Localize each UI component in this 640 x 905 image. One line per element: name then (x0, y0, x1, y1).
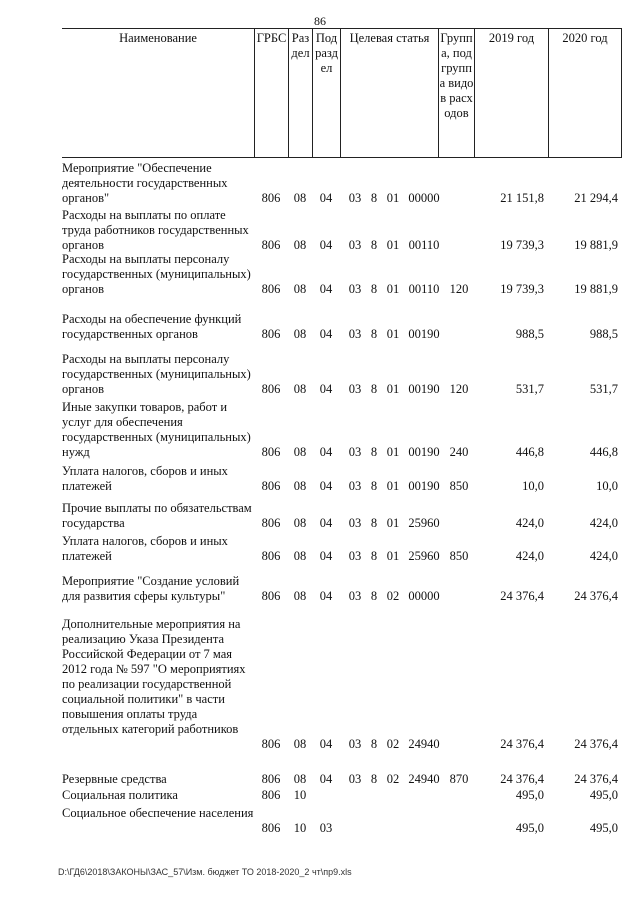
cell-y2019: 424,0 (515, 549, 544, 563)
cell-t4: 00190 (408, 445, 440, 459)
cell-t3: 02 (386, 772, 400, 786)
table-row (62, 534, 622, 564)
header-gruppa: Группа, подгруппа видов расходов (438, 29, 474, 157)
cell-vr: 870 (449, 772, 469, 786)
cell-grbs: 806 (261, 516, 281, 530)
cell-t2: 8 (370, 516, 378, 530)
cell-y2019: 988,5 (515, 327, 544, 341)
cell-y2019: 24 376,4 (500, 589, 544, 603)
cell-y2019: 531,7 (515, 382, 544, 396)
cell-grbs: 806 (261, 445, 281, 459)
cell-t1: 03 (348, 445, 362, 459)
cell-grbs: 806 (261, 479, 281, 493)
cell-t4: 00190 (408, 479, 440, 493)
header-grbs: ГРБС (254, 29, 288, 157)
row-name: Резервные средства (62, 772, 167, 786)
row-name: Расходы на выплаты персоналу государственных (муниципальных) органов (62, 252, 251, 296)
cell-t3: 01 (386, 479, 400, 493)
table-row (62, 617, 622, 752)
cell-t1: 03 (348, 238, 362, 252)
cell-t1: 03 (348, 772, 362, 786)
header-tselevaya: Целевая статья (340, 29, 438, 157)
cell-rz: 08 (293, 516, 307, 530)
cell-y2019: 495,0 (515, 821, 544, 835)
cell-rz: 08 (293, 589, 307, 603)
row-name: Иные закупки товаров, работ и услуг для обеспечения государственных (муниципальных) нужд (62, 400, 251, 459)
cell-t3: 01 (386, 282, 400, 296)
cell-y2020: 495,0 (589, 821, 618, 835)
cell-t2: 8 (370, 549, 378, 563)
cell-t1: 03 (348, 191, 362, 205)
cell-t2: 8 (370, 479, 378, 493)
row-name: Социальная политика (62, 788, 178, 802)
cell-vr: 120 (449, 282, 469, 296)
cell-vr: 240 (449, 445, 469, 459)
cell-t4: 00110 (408, 238, 440, 252)
cell-t3: 01 (386, 445, 400, 459)
cell-t1: 03 (348, 327, 362, 341)
cell-t2: 8 (370, 382, 378, 396)
cell-rz: 08 (293, 191, 307, 205)
header-podrazdel: Подраздел (312, 29, 340, 157)
cell-y2020: 531,7 (589, 382, 618, 396)
row-name: Уплата налогов, сборов и иных платежей (62, 534, 228, 563)
cell-grbs: 806 (261, 327, 281, 341)
cell-y2020: 495,0 (589, 788, 618, 802)
cell-rz: 08 (293, 737, 307, 751)
cell-y2020: 19 881,9 (574, 282, 618, 296)
cell-y2020: 24 376,4 (574, 737, 618, 751)
row-name: Мероприятие "Обеспечение деятельности государственных органов" (62, 161, 228, 205)
table-row (62, 501, 622, 531)
cell-vr: 850 (449, 479, 469, 493)
cell-rz: 08 (293, 549, 307, 563)
cell-t4: 00110 (408, 282, 440, 296)
cell-pr: 04 (319, 238, 333, 252)
cell-rz: 08 (293, 772, 307, 786)
cell-grbs: 806 (261, 282, 281, 296)
cell-grbs: 806 (261, 589, 281, 603)
cell-grbs: 806 (261, 191, 281, 205)
cell-grbs: 806 (261, 737, 281, 751)
cell-y2019: 495,0 (515, 788, 544, 802)
cell-t3: 02 (386, 589, 400, 603)
page-number: 86 (314, 14, 326, 28)
cell-t3: 02 (386, 737, 400, 751)
cell-grbs: 806 (261, 788, 281, 802)
cell-vr: 120 (449, 382, 469, 396)
row-name: Мероприятие "Создание условий для развития сферы культуры" (62, 574, 240, 603)
cell-y2020: 424,0 (589, 516, 618, 530)
cell-y2020: 446,8 (589, 445, 618, 459)
cell-pr: 04 (319, 549, 333, 563)
cell-grbs: 806 (261, 772, 281, 786)
cell-t4: 00000 (408, 191, 440, 205)
cell-rz: 10 (293, 788, 307, 802)
cell-y2019: 19 739,3 (500, 238, 544, 252)
cell-t3: 01 (386, 327, 400, 341)
cell-t4: 00190 (408, 382, 440, 396)
cell-t3: 01 (386, 191, 400, 205)
cell-rz: 10 (293, 821, 307, 835)
cell-t1: 03 (348, 549, 362, 563)
cell-pr: 04 (319, 382, 333, 396)
table-row (62, 772, 622, 787)
cell-pr: 04 (319, 445, 333, 459)
cell-y2019: 19 739,3 (500, 282, 544, 296)
cell-y2020: 24 376,4 (574, 589, 618, 603)
file-path: D:\ГД6\2018\ЗАКОНЫ\ЗАС_57\Изм. бюджет ТО 2018-2020_2 чт\пр9.xls (58, 867, 352, 877)
cell-grbs: 806 (261, 549, 281, 563)
cell-rz: 08 (293, 238, 307, 252)
cell-t2: 8 (370, 238, 378, 252)
cell-t2: 8 (370, 282, 378, 296)
header-name: Наименование (119, 31, 197, 45)
table-row (62, 352, 622, 397)
cell-pr: 04 (319, 191, 333, 205)
cell-t2: 8 (370, 737, 378, 751)
table-header (62, 28, 622, 158)
row-name: Дополнительные мероприятия на реализацию Указа Президента Российской Федерации от 7 мая 2012 года № 597 "О мероприятиях по реализации государственной социальной политики" в части повышения оплаты труда отдельных категорий работников (62, 617, 246, 736)
cell-t2: 8 (370, 589, 378, 603)
cell-vr: 850 (449, 549, 469, 563)
cell-t1: 03 (348, 516, 362, 530)
cell-y2019: 21 151,8 (500, 191, 544, 205)
cell-t2: 8 (370, 445, 378, 459)
cell-rz: 08 (293, 282, 307, 296)
cell-y2020: 21 294,4 (574, 191, 618, 205)
table-row (62, 400, 622, 460)
cell-grbs: 806 (261, 238, 281, 252)
cell-pr: 04 (319, 282, 333, 296)
cell-t4: 24940 (408, 772, 440, 786)
row-name: Прочие выплаты по обязательствам государства (62, 501, 252, 530)
cell-y2020: 424,0 (589, 549, 618, 563)
cell-y2019: 24 376,4 (500, 737, 544, 751)
cell-pr: 04 (319, 327, 333, 341)
header-razdel: Раздел (288, 29, 312, 157)
cell-pr: 04 (319, 737, 333, 751)
cell-y2019: 10,0 (522, 479, 544, 493)
table-row (62, 806, 622, 836)
cell-rz: 08 (293, 382, 307, 396)
cell-pr: 03 (319, 821, 333, 835)
header-2019: 2019 год (474, 29, 548, 157)
cell-t4: 00190 (408, 327, 440, 341)
cell-grbs: 806 (261, 382, 281, 396)
cell-y2019: 424,0 (515, 516, 544, 530)
cell-t3: 01 (386, 238, 400, 252)
table-row (62, 208, 622, 253)
cell-y2020: 988,5 (589, 327, 618, 341)
cell-grbs: 806 (261, 821, 281, 835)
table-row (62, 312, 622, 342)
cell-t2: 8 (370, 191, 378, 205)
cell-t3: 01 (386, 549, 400, 563)
cell-pr: 04 (319, 772, 333, 786)
row-name: Расходы на выплаты персоналу государственных (муниципальных) органов (62, 352, 251, 396)
table-row (62, 464, 622, 494)
cell-t1: 03 (348, 282, 362, 296)
cell-t1: 03 (348, 589, 362, 603)
cell-y2020: 24 376,4 (574, 772, 618, 786)
budget-table (62, 28, 622, 835)
cell-y2020: 19 881,9 (574, 238, 618, 252)
cell-y2020: 10,0 (596, 479, 618, 493)
header-2020: 2020 год (548, 29, 622, 157)
cell-t4: 24940 (408, 737, 440, 751)
cell-pr: 04 (319, 589, 333, 603)
cell-rz: 08 (293, 479, 307, 493)
cell-pr: 04 (319, 516, 333, 530)
cell-t4: 25960 (408, 516, 440, 530)
cell-t2: 8 (370, 327, 378, 341)
cell-rz: 08 (293, 327, 307, 341)
cell-y2019: 446,8 (515, 445, 544, 459)
row-name: Уплата налогов, сборов и иных платежей (62, 464, 228, 493)
row-name: Расходы на обеспечение функций государственных органов (62, 312, 242, 341)
cell-t1: 03 (348, 479, 362, 493)
cell-t1: 03 (348, 382, 362, 396)
cell-t3: 01 (386, 516, 400, 530)
table-row (62, 788, 622, 803)
cell-y2019: 24 376,4 (500, 772, 544, 786)
cell-t2: 8 (370, 772, 378, 786)
row-name: Расходы на выплаты по оплате труда работников государственных органов (62, 208, 249, 252)
table-row (62, 161, 622, 206)
cell-t4: 25960 (408, 549, 440, 563)
cell-t3: 01 (386, 382, 400, 396)
cell-pr: 04 (319, 479, 333, 493)
table-row (62, 574, 622, 604)
table-row (62, 252, 622, 297)
cell-rz: 08 (293, 445, 307, 459)
row-name: Социальное обеспечение населения (62, 806, 254, 820)
cell-t4: 00000 (408, 589, 440, 603)
cell-t1: 03 (348, 737, 362, 751)
